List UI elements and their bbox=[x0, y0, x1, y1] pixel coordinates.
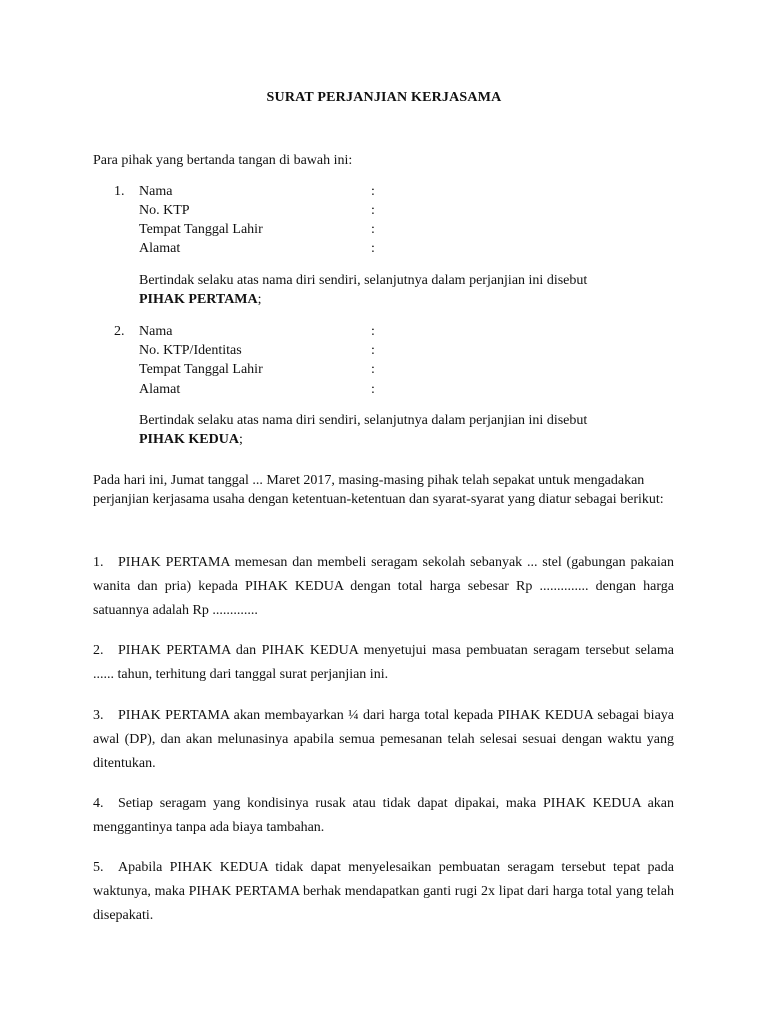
designation-terminator: ; bbox=[257, 292, 262, 307]
clause-number: 4. bbox=[93, 796, 104, 811]
field-label-no-ktp: No. KTP bbox=[139, 203, 190, 218]
field-colon: : bbox=[371, 184, 375, 199]
party-designation-line bbox=[139, 430, 674, 449]
clause-1 bbox=[93, 551, 674, 623]
party-declaration bbox=[139, 271, 674, 309]
clause-number: 5. bbox=[93, 860, 104, 875]
declaration-text: Bertindak selaku atas nama diri sendiri, selanjutnya dalam perjanjian ini disebut bbox=[139, 273, 588, 288]
clause-4 bbox=[93, 792, 674, 840]
clause-number: 3. bbox=[93, 708, 104, 723]
field-colon: : bbox=[371, 362, 375, 377]
field-label-nama: Nama bbox=[139, 324, 173, 339]
field-label-nama: Nama bbox=[139, 184, 173, 199]
clause-text: PIHAK PERTAMA dan PIHAK KEDUA menyetujui masa pembuatan seragam tersebut selama ...... tahun, terhitung dari tanggal surat perjanjian ini. bbox=[93, 643, 674, 682]
party-number: 1. bbox=[114, 184, 125, 199]
field-label-no-ktp-identitas: No. KTP/Identitas bbox=[139, 343, 242, 358]
field-colon: : bbox=[371, 382, 375, 397]
field-colon: : bbox=[371, 241, 375, 256]
clause-text: Setiap seragam yang kondisinya rusak atau tidak dapat dipakai, maka PIHAK KEDUA akan menggantinya tanpa ada biaya tambahan. bbox=[93, 796, 674, 835]
field-colon: : bbox=[371, 203, 375, 218]
document-title: SURAT PERJANJIAN KERJASAMA bbox=[266, 90, 502, 105]
field-label-tempat-tanggal-lahir: Tempat Tanggal Lahir bbox=[139, 362, 263, 377]
opening-paragraph: Pada hari ini, Jumat tanggal ... Maret 2017, masing-masing pihak telah sepakat untuk mengadakan perjanjian kerjasama usaha dengan ketentuan-ketentuan dan syarat-syarat yang diatur sebagai berikut: bbox=[93, 473, 664, 507]
clause-text: Apabila PIHAK KEDUA tidak dapat menyelesaikan pembuatan seragam tersebut tepat pada waktunya, maka PIHAK PERTAMA berhak mendapatkan ganti rugi 2x lipat dari harga total yang telah disepakati. bbox=[93, 860, 674, 923]
clause-text: PIHAK PERTAMA akan membayarkan ¼ dari harga total kepada PIHAK KEDUA sebagai biaya awal (DP), dan akan melunasinya apabila semua pemesanan telah selesai sesuai dengan waktu yang ditentukan. bbox=[93, 708, 674, 771]
clause-3 bbox=[93, 704, 674, 776]
intro-text: Para pihak yang bertanda tangan di bawah ini: bbox=[93, 153, 353, 168]
field-label-alamat: Alamat bbox=[139, 241, 181, 256]
party-number: 2. bbox=[114, 324, 125, 339]
party-designation: PIHAK KEDUA bbox=[139, 432, 239, 447]
declaration-text: Bertindak selaku atas nama diri sendiri, selanjutnya dalam perjanjian ini disebut bbox=[139, 413, 588, 428]
field-colon: : bbox=[371, 324, 375, 339]
clause-number: 2. bbox=[93, 643, 104, 658]
field-colon: : bbox=[371, 222, 375, 237]
field-colon: : bbox=[371, 343, 375, 358]
party-designation-line bbox=[139, 290, 674, 309]
party-designation: PIHAK PERTAMA bbox=[139, 292, 258, 307]
clause-number: 1. bbox=[93, 555, 104, 570]
field-label-tempat-tanggal-lahir: Tempat Tanggal Lahir bbox=[139, 222, 263, 237]
clause-text: PIHAK PERTAMA memesan dan membeli seragam sekolah sebanyak ... stel (gabungan pakaian wanita dan pria) kepada PIHAK KEDUA dengan total harga sebesar Rp .............. dengan harga satuannya adalah Rp ............. bbox=[93, 555, 674, 618]
designation-terminator: ; bbox=[238, 432, 243, 447]
field-label-alamat: Alamat bbox=[139, 382, 181, 397]
clause-2 bbox=[93, 639, 674, 687]
clause-5 bbox=[93, 856, 674, 928]
party-declaration bbox=[139, 411, 674, 449]
